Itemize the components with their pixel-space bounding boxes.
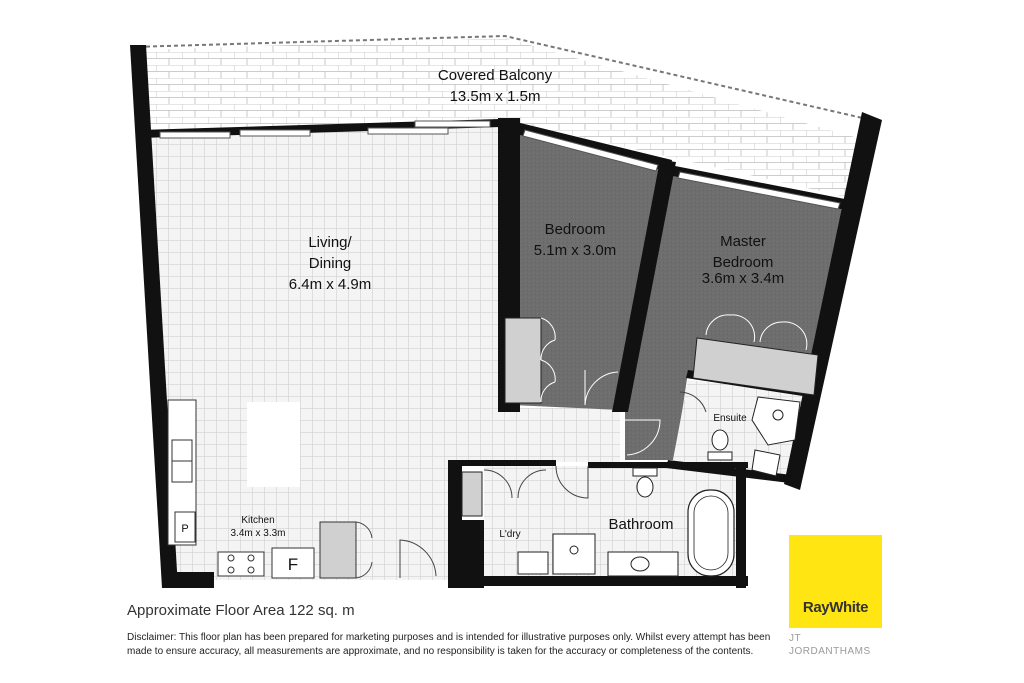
bath-tub [688,490,734,576]
laundry-tub [518,552,548,574]
living-label-line2: Dining [308,255,352,272]
bathroom-label: Bathroom [608,516,674,533]
ensuite-label: Ensuite [713,413,747,424]
master-label-line1: Master [720,233,766,250]
bedroom-wardrobe [505,318,541,403]
bedroom-size: 5.1m x 3.0m [533,242,617,259]
living-size: 6.4m x 4.9m [288,276,372,293]
laundry-label: L'dry [499,529,521,540]
bedroom-label: Bedroom [544,221,606,238]
fridge-label: F [287,555,299,574]
linen-cupboard [320,522,356,578]
agency-line1: JT [789,633,802,644]
agency-name [789,632,871,658]
kitchen-label: Kitchen [241,515,275,526]
bathroom-toilet-cistern [633,468,657,476]
balcony-label: Covered Balcony [437,67,553,84]
ensuite-toilet [712,430,728,450]
living-label-line1: Living/ [308,234,352,251]
master-label-line2: Bedroom [712,254,774,271]
laundry-cupboard [462,472,482,516]
balcony-size: 13.5m x 1.5m [449,88,541,105]
master-size: 3.6m x 3.4m [701,270,785,287]
floor-area [127,602,355,619]
kitchen-island [247,402,300,487]
bathroom-vanity [608,552,678,576]
bathroom-toilet [637,477,653,497]
pantry-label: P [181,523,189,535]
kitchen-size: 3.4m x 3.3m [230,528,286,539]
floor-area-unit: sq. m [317,602,355,619]
agency-line2: JORDANTHAMS [789,646,871,657]
disclaimer: Disclaimer: This floor plan has been prepared for marketing purposes and is intended for illustrative purposes only. Whilst every attempt has been made to ensure accuracy, all measurements are approximate, and no responsibility is taken for the accuracy or completeness of the contents. [127,632,771,657]
floor-area-value: 122 [288,602,314,619]
ensuite-toilet-cistern [708,452,732,460]
raywhite-logo-text: RayWhite [802,599,869,616]
floor-area-label: Approximate Floor Area [127,602,285,619]
cooktop [218,552,264,576]
raywhite-logo [789,535,882,628]
